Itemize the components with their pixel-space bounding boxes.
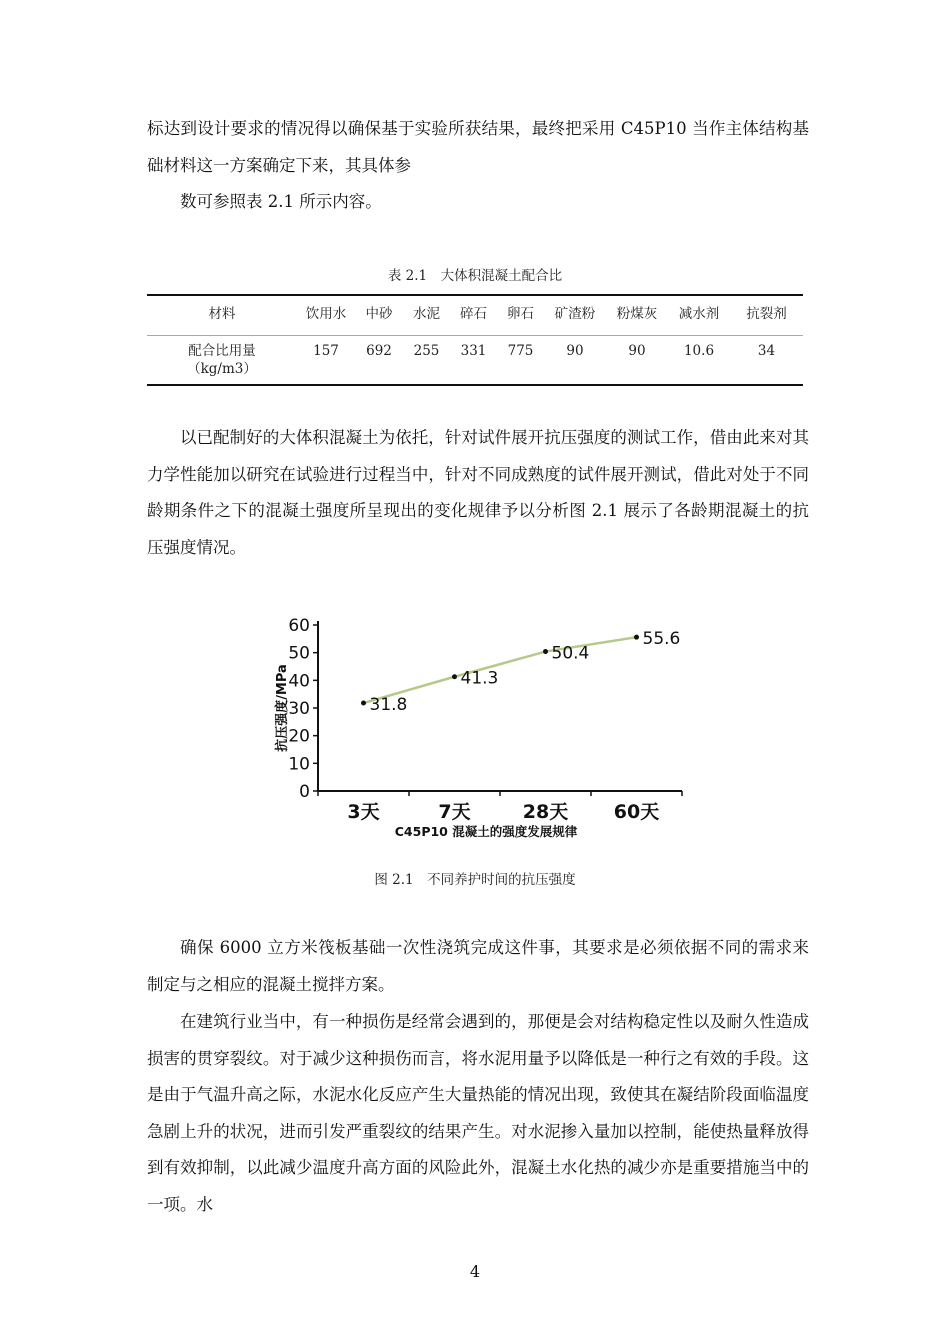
table-cell: 775 bbox=[497, 335, 544, 385]
table-header-cell: 饮用水 bbox=[297, 295, 355, 335]
y-tick-label: 60 bbox=[288, 616, 310, 636]
table-row bbox=[147, 335, 803, 385]
table-header-cell: 矿渣粉 bbox=[544, 295, 606, 335]
data-label: 55.6 bbox=[642, 629, 681, 650]
y-tick-label: 40 bbox=[288, 671, 310, 692]
table-header-cell: 材料 bbox=[147, 295, 297, 335]
table-cell: 331 bbox=[450, 335, 497, 385]
y-axis-label: 抗压强度/MPa bbox=[275, 664, 290, 752]
y-tick-label: 10 bbox=[288, 754, 310, 775]
data-point bbox=[543, 649, 548, 654]
table-header-cell: 卵石 bbox=[497, 295, 544, 335]
table-header-cell: 中砂 bbox=[355, 295, 403, 335]
data-label: 31.8 bbox=[369, 695, 408, 716]
data-point bbox=[452, 674, 457, 679]
table-cell: 90 bbox=[606, 335, 668, 385]
x-tick-label: 60天 bbox=[613, 801, 660, 823]
strength-chart bbox=[270, 600, 690, 850]
table-cell: 90 bbox=[544, 335, 606, 385]
x-tick-label: 28天 bbox=[522, 801, 569, 823]
data-point bbox=[361, 701, 366, 706]
chart-title: C45P10 混凝土的强度发展规律 bbox=[394, 824, 578, 839]
table-header-cell: 抗裂剂 bbox=[730, 295, 803, 335]
table-cell: 10.6 bbox=[668, 335, 730, 385]
x-tick-label: 7天 bbox=[438, 801, 471, 823]
table-cell-label: 配合比用量（kg/m3） bbox=[147, 335, 297, 385]
paragraph-4: 确保 6000 立方米筏板基础一次性浇筑完成这件事，其要求是必须依据不同的需求来制定与之相应的混凝土搅拌方案。 bbox=[147, 938, 809, 994]
y-tick-label: 20 bbox=[288, 726, 310, 747]
data-point bbox=[634, 635, 639, 640]
y-tick-label: 0 bbox=[299, 782, 310, 802]
paragraph-1: 标达到设计要求的情况得以确保基于实验所获结果，最终把采用 C45P10 当作主体结构基础材料这一方案确定下来，其具体参 bbox=[147, 119, 809, 175]
figure-caption: 图 2.1 不同养护时间的抗压强度 bbox=[374, 872, 576, 888]
table-header-cell: 水泥 bbox=[403, 295, 450, 335]
table-cell: 255 bbox=[403, 335, 450, 385]
y-tick-label: 50 bbox=[288, 643, 310, 664]
table-header-cell: 碎石 bbox=[450, 295, 497, 335]
paragraph-5: 在建筑行业当中，有一种损伤是经常会遇到的，那便是会对结构稳定性以及耐久性造成损害的贯穿裂纹。对于减少这种损伤而言，将水泥用量予以降低是一种行之有效的手段。这是由于气温升高之际，水泥水化反应产生大量热能的情况出现，致使其在凝结阶段面临温度急剧上升的状况，进而引发严重裂纹的结果产生。对水泥掺入量加以控制，能使热量释放得到有效抑制，以此减少温度升高方面的风险此外，混凝土水化热的减少亦是重要措施当中的一项。水 bbox=[147, 1012, 809, 1214]
paragraph-2: 数可参照表 2.1 所示内容。 bbox=[180, 192, 382, 211]
table-caption: 表 2.1 大体积混凝土配合比 bbox=[387, 268, 563, 284]
series-line bbox=[364, 637, 637, 703]
data-label: 41.3 bbox=[460, 668, 499, 689]
paragraph-3: 以已配制好的大体积混凝土为依托，针对试件展开抗压强度的测试工作，借由此来对其力学性能加以研究在试验进行过程当中，针对不同成熟度的试件展开测试，借此对处于不同龄期条件之下的混凝土强度所呈现出的变化规律予以分析图 2.1 展示了各龄期混凝土的抗压强度情况。 bbox=[147, 428, 809, 557]
x-tick-label: 3天 bbox=[347, 801, 380, 823]
page-number: 4 bbox=[469, 1262, 481, 1281]
data-label: 50.4 bbox=[551, 643, 590, 664]
table-cell: 157 bbox=[297, 335, 355, 385]
strength-chart-svg bbox=[270, 600, 690, 850]
y-tick-label: 30 bbox=[288, 699, 310, 719]
table-cell: 692 bbox=[355, 335, 403, 385]
table-header-cell: 粉煤灰 bbox=[606, 295, 668, 335]
table-header-cell: 减水剂 bbox=[668, 295, 730, 335]
table-header-row bbox=[147, 295, 803, 335]
mix-ratio-table bbox=[147, 294, 803, 386]
table-cell: 34 bbox=[730, 335, 803, 385]
